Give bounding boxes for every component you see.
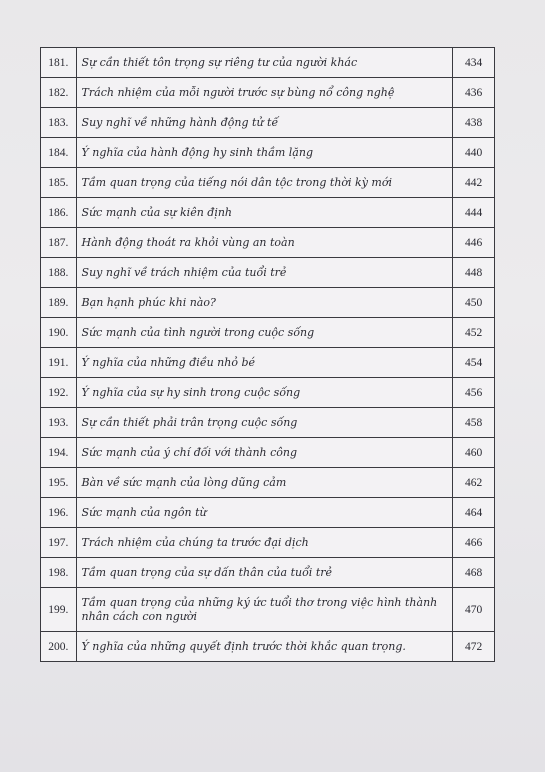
table-row bbox=[41, 438, 495, 468]
entry-number: 198. bbox=[41, 558, 77, 588]
table-row bbox=[41, 108, 495, 138]
entry-title: Trách nhiệm của mỗi người trước sự bùng nổ công nghệ bbox=[76, 78, 453, 108]
entry-number: 184. bbox=[41, 138, 77, 168]
entry-page: 452 bbox=[453, 318, 495, 348]
table-row bbox=[41, 408, 495, 438]
entry-page: 444 bbox=[453, 198, 495, 228]
entry-title: Tầm quan trọng của sự dấn thân của tuổi trẻ bbox=[76, 558, 453, 588]
entry-page: 460 bbox=[453, 438, 495, 468]
table-row bbox=[41, 348, 495, 378]
entry-page: 436 bbox=[453, 78, 495, 108]
entry-page: 438 bbox=[453, 108, 495, 138]
entry-page: 462 bbox=[453, 468, 495, 498]
table-row bbox=[41, 378, 495, 408]
entry-title: Tầm quan trọng của tiếng nói dân tộc trong thời kỳ mới bbox=[76, 168, 453, 198]
entry-title: Ý nghĩa của sự hy sinh trong cuộc sống bbox=[76, 378, 453, 408]
entry-title: Ý nghĩa của những điều nhỏ bé bbox=[76, 348, 453, 378]
table-row bbox=[41, 318, 495, 348]
table-row bbox=[41, 138, 495, 168]
entry-number: 197. bbox=[41, 528, 77, 558]
entry-page: 440 bbox=[453, 138, 495, 168]
entry-title: Suy nghĩ về trách nhiệm của tuổi trẻ bbox=[76, 258, 453, 288]
entry-title: Trách nhiệm của chúng ta trước đại dịch bbox=[76, 528, 453, 558]
entry-number: 195. bbox=[41, 468, 77, 498]
entry-number: 196. bbox=[41, 498, 77, 528]
entry-page: 456 bbox=[453, 378, 495, 408]
entry-number: 191. bbox=[41, 348, 77, 378]
entry-number: 182. bbox=[41, 78, 77, 108]
entry-page: 448 bbox=[453, 258, 495, 288]
table-row bbox=[41, 632, 495, 662]
table-row bbox=[41, 588, 495, 632]
entry-page: 442 bbox=[453, 168, 495, 198]
table-row bbox=[41, 288, 495, 318]
table-row bbox=[41, 48, 495, 78]
entry-number: 189. bbox=[41, 288, 77, 318]
entry-number: 192. bbox=[41, 378, 77, 408]
entry-page: 466 bbox=[453, 528, 495, 558]
entry-title: Sức mạnh của tình người trong cuộc sống bbox=[76, 318, 453, 348]
entry-title: Ý nghĩa của hành động hy sinh thầm lặng bbox=[76, 138, 453, 168]
entry-title: Bàn về sức mạnh của lòng dũng cảm bbox=[76, 468, 453, 498]
entry-number: 186. bbox=[41, 198, 77, 228]
entry-title: Bạn hạnh phúc khi nào? bbox=[76, 288, 453, 318]
entry-page: 458 bbox=[453, 408, 495, 438]
entry-number: 188. bbox=[41, 258, 77, 288]
table-row bbox=[41, 168, 495, 198]
table-row bbox=[41, 258, 495, 288]
table-row bbox=[41, 528, 495, 558]
entry-title: Sức mạnh của sự kiên định bbox=[76, 198, 453, 228]
entry-number: 185. bbox=[41, 168, 77, 198]
table-of-contents bbox=[40, 47, 495, 662]
toc-body bbox=[41, 48, 495, 662]
entry-title: Sự cần thiết phải trân trọng cuộc sống bbox=[76, 408, 453, 438]
entry-page: 470 bbox=[453, 588, 495, 632]
entry-number: 200. bbox=[41, 632, 77, 662]
entry-page: 434 bbox=[453, 48, 495, 78]
table-row bbox=[41, 498, 495, 528]
entry-number: 193. bbox=[41, 408, 77, 438]
entry-page: 454 bbox=[453, 348, 495, 378]
entry-title: Tầm quan trọng của những ký ức tuổi thơ trong việc hình thành nhân cách con người bbox=[76, 588, 453, 632]
entry-title: Sức mạnh của ngôn từ bbox=[76, 498, 453, 528]
entry-number: 187. bbox=[41, 228, 77, 258]
entry-number: 183. bbox=[41, 108, 77, 138]
entry-page: 450 bbox=[453, 288, 495, 318]
entry-title: Hành động thoát ra khỏi vùng an toàn bbox=[76, 228, 453, 258]
entry-number: 199. bbox=[41, 588, 77, 632]
entry-number: 194. bbox=[41, 438, 77, 468]
entry-number: 181. bbox=[41, 48, 77, 78]
entry-title: Suy nghĩ về những hành động tử tế bbox=[76, 108, 453, 138]
entry-page: 464 bbox=[453, 498, 495, 528]
entry-page: 472 bbox=[453, 632, 495, 662]
entry-title: Sự cần thiết tôn trọng sự riêng tư của người khác bbox=[76, 48, 453, 78]
entry-title: Sức mạnh của ý chí đối với thành công bbox=[76, 438, 453, 468]
table-row bbox=[41, 78, 495, 108]
table-row bbox=[41, 198, 495, 228]
table-row bbox=[41, 468, 495, 498]
entry-page: 468 bbox=[453, 558, 495, 588]
entry-title: Ý nghĩa của những quyết định trước thời khắc quan trọng. bbox=[76, 632, 453, 662]
table-row bbox=[41, 228, 495, 258]
entry-page: 446 bbox=[453, 228, 495, 258]
entry-number: 190. bbox=[41, 318, 77, 348]
table-row bbox=[41, 558, 495, 588]
